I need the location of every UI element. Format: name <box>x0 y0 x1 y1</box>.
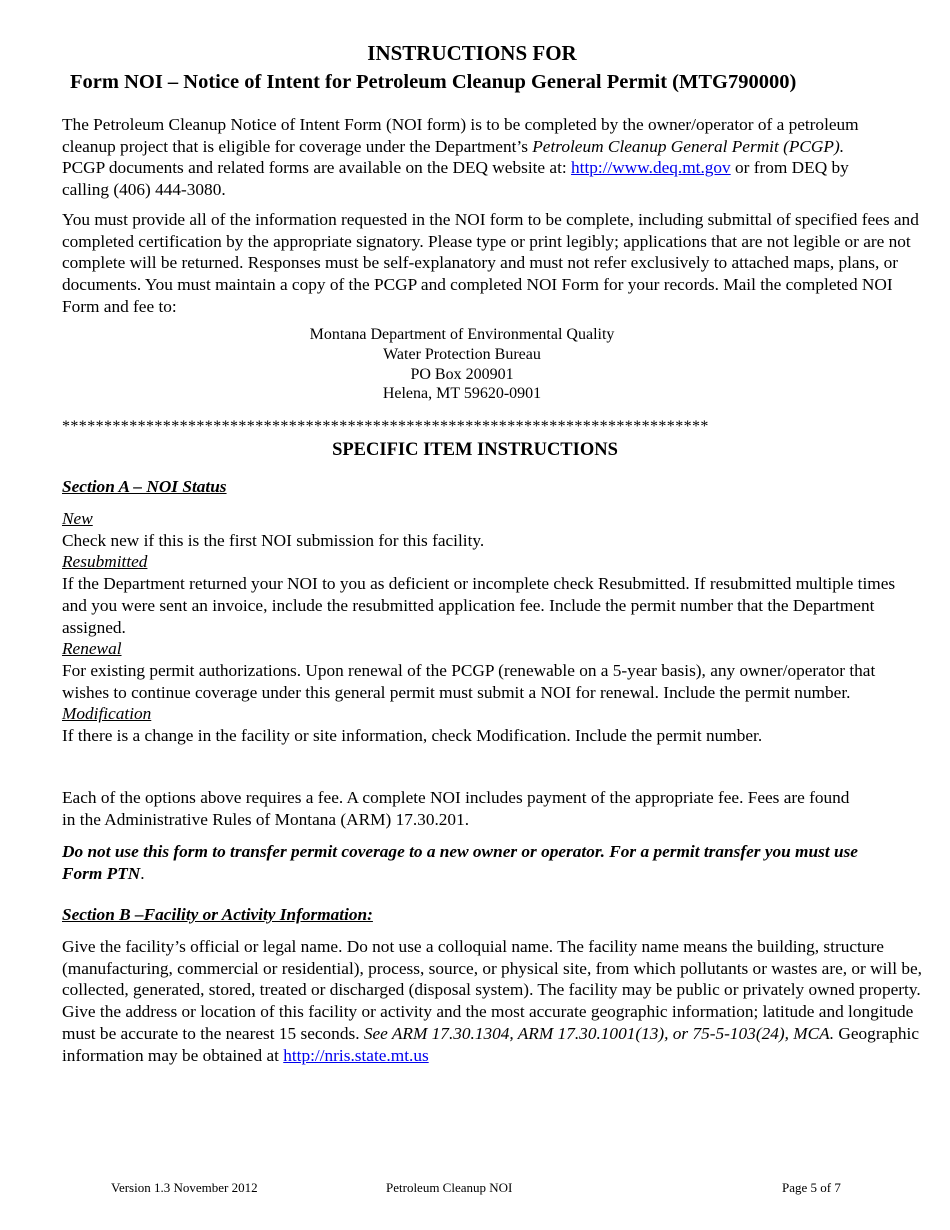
section-b-text-italic: See ARM 17.30.1304, ARM 17.30.1001(13), or 75-5-103(24), MCA. <box>363 1023 835 1043</box>
section-a-heading: Section A – NOI Status <box>62 477 227 496</box>
section-b-paragraph <box>62 936 924 1066</box>
mailing-address <box>62 325 862 404</box>
transfer-warning <box>62 841 862 884</box>
address-line-3: PO Box 200901 <box>410 365 514 383</box>
footer-page-number: Page 5 of 7 <box>782 1180 841 1195</box>
section-b-text-a: Give the facility’s official or legal name. Do not use a colloquial name. The facility name means the building, structure (manufacturing, commercial or residential), process, source, or physical site, from which pollutants or wastes are, or will be, collected, generated, stored, treated or discharged (disposal system). The facility may be public or privately owned property. Give the address or location of this facility or activity and the most accurate geographic information; latitude and longitude must be accurate to the nearest 15 seconds. <box>62 937 922 1043</box>
footer-document-name: Petroleum Cleanup NOI <box>386 1180 513 1195</box>
status-label-modification: Modification <box>62 704 152 724</box>
specific-instructions-heading: SPECIFIC ITEM INSTRUCTIONS <box>332 440 618 460</box>
status-text-modification: If there is a change in the facility or site information, check Modification. Include the permit number. <box>62 726 763 746</box>
status-label-renewal: Renewal <box>62 639 122 659</box>
intro-text-italic: Petroleum Cleanup General Permit (PCGP). <box>532 136 845 156</box>
intro-text-b: PCGP documents and related forms are available on the DEQ website at: <box>62 158 572 178</box>
intro-text-c: or from DEQ by calling (406) 444-3080. <box>62 158 849 200</box>
status-text-resubmitted: If the Department returned your NOI to you as deficient or incomplete check Resubmitted. If resubmitted multiple times and you were sent an invoice, include the resubmitted application fee. Include the permit number that the Department assigned. <box>62 574 896 637</box>
status-text-renewal: For existing permit authorizations. Upon renewal of the PCGP (renewable on a 5-year basis), any owner/operator that wishes to continue coverage under this general permit must submit a NOI for renewal. Include the permit number. <box>62 660 876 702</box>
section-b-text-b: Geographic information may be obtained at <box>62 1023 919 1065</box>
title-line-2: Form NOI – Notice of Intent for Petroleum Cleanup General Permit (MTG790000) <box>70 71 797 93</box>
address-line-2: Water Protection Bureau <box>383 345 541 363</box>
asterisk-separator: ***************************************************************************** <box>62 418 709 435</box>
section-b-heading: Section B –Facility or Activity Information: <box>62 905 373 924</box>
status-label-resubmitted: Resubmitted <box>62 552 148 572</box>
transfer-warning-period: . <box>140 863 145 883</box>
footer-version: Version 1.3 November 2012 <box>111 1180 258 1195</box>
title-line-1: INSTRUCTIONS FOR <box>367 41 577 65</box>
address-line-4: Helena, MT 59620-0901 <box>382 385 542 403</box>
intro-paragraph-1 <box>62 114 862 201</box>
section-a-body <box>62 508 924 747</box>
fee-paragraph: Each of the options above requires a fee. A complete NOI includes payment of the appropriate fee. Fees are found in the Administrative Rules of Montana (ARM) 17.30.201. <box>62 788 850 829</box>
deq-website-link[interactable]: http://www.deq.mt.gov <box>571 158 731 178</box>
transfer-warning-text: Do not use this form to transfer permit coverage to a new owner or operator. For a permit transfer you must use Form PTN <box>62 842 858 883</box>
address-line-1: Montana Department of Environmental Quality <box>309 326 615 343</box>
status-label-new: New <box>62 509 93 528</box>
nris-website-link[interactable]: http://nris.state.mt.us <box>283 1045 429 1065</box>
intro-text-a: The Petroleum Cleanup Notice of Intent Form (NOI form) is to be completed by the owner/operator of a petroleum cleanup project that is eligible for coverage under the Department’s <box>62 115 859 156</box>
status-text-new: Check new if this is the first NOI submission for this facility. <box>62 530 485 550</box>
intro-paragraph-2: You must provide all of the information requested in the NOI form to be complete, including submittal of specified fees and completed certification by the appropriate signatory. Please type or print legibly; applications that are not legible or are not complete will be returned. Responses must be self-explanatory and must not refer exclusively to attached maps, plans, or documents. You must maintain a copy of the PCGP and completed NOI Form for your records. Mail the completed NOI Form and fee to: <box>62 210 919 316</box>
